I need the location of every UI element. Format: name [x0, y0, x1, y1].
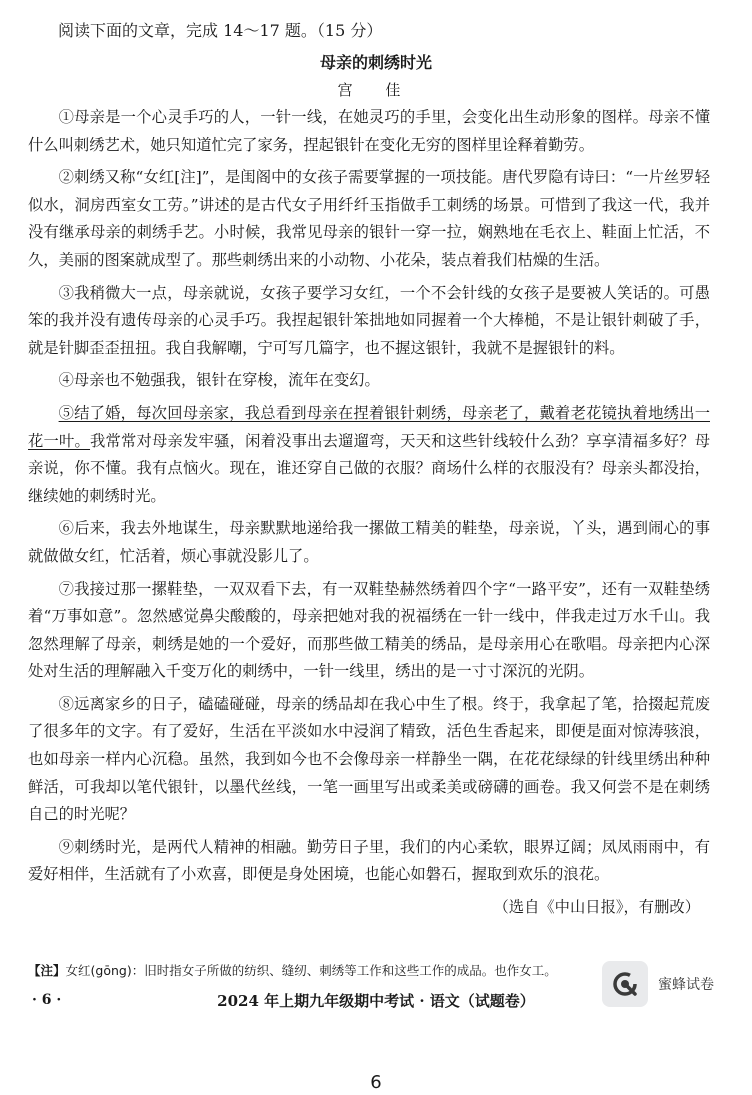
underlined-sentence: ⑤结了婚，每次回母亲家，我总看到母亲在捏着银针刺绣，母亲老了，戴着老花镜执着地绣出一花一叶。	[28, 403, 710, 450]
paragraph-9: ⑨刺绣时光，是两代人精神的相融。勤劳日子里，我们的内心柔软，眼界辽阔；凤凤雨雨中，有爱好相伴，生活就有了小欢喜，即便是身处困境，也能心如磐石，握取到欢乐的浪花。	[28, 837, 710, 884]
article-author: 宫 佳	[337, 81, 415, 99]
paragraph-8: ⑧远离家乡的日子，磕磕碰碰，母亲的绣品却在我心中生了根。终于，我拿起了笔，拾掇起荒废了很多年的文字。有了爱好，生活在平淡如水中浸润了精致，活色生香起来，即便是面对惊涛骇浪，也如母亲一样内心沉稳。虽然，我到如今也不会像母亲一样静坐一隅，在花花绿绿的针线里绣出种种鲜活，可我却以笔代银针，以墨代丝线，一笔一画里写出或柔美或磅礴的画卷。我又何尝不是在刺绣自己的时光呢？	[28, 694, 710, 824]
footer-page-mark: · 6 ·	[32, 992, 62, 1008]
paragraph-6: ⑥后来，我去外地谋生，母亲默默地递给我一摞做工精美的鞋垫，母亲说，丫头，遇到闹心的事就做做女红，忙活着，烦心事就没影儿了。	[28, 519, 710, 565]
article-body	[28, 104, 710, 927]
watermark	[602, 958, 732, 1010]
footnote-label: 【注】	[28, 963, 66, 978]
paragraph-3: ③我稍微大一点，母亲就说，女孩子要学习女红，一个不会针线的女孩子是要被人笑话的。可愚笨的我并没有遗传母亲的心灵手巧。我捏起银针笨拙地如同握着一个大棒槌，不是让银针刺破了手，就是针脚歪歪扭扭。我自我解嘲，宁可写几篇字，也不握这银针，我就不是握银针的料。	[28, 283, 710, 357]
paragraph-1: ①母亲是一个心灵手巧的人，一针一线，在她灵巧的手里，会变化出生动形象的图样。母亲不懂什么叫刺绣艺术，她只知道忙完了家务，捏起银针在变化无穷的图样里诠释着勤劳。	[28, 108, 710, 154]
paragraph-5	[28, 400, 710, 510]
paragraph-4: ④母亲也不勉强我，银针在穿梭，流年在变幻。	[58, 371, 380, 390]
paragraph-7: ⑦我接过那一摞鞋垫，一双双看下去，有一双鞋垫赫然绣着四个字“一路平安”，还有一双鞋垫绣着“万事如意”。忽然感觉鼻尖酸酸的，母亲把她对我的祝福绣在一针一线中，伴我走过万水千山。我忽然理解了母亲，刺绣是她的一个爱好，而那些做工精美的绣品，是母亲用心在歌唱。母亲把内心深处对生活的理解融入千变万化的刺绣中，一针一线里，绣出的是一寸寸深沉的光阴。	[28, 579, 710, 681]
question-instruction: 阅读下面的文章，完成 14～17 题。（15 分）	[58, 21, 383, 40]
footnote-text: 女红(gōng)：旧时指女子所做的纺织、缝纫、刺绣等工作和这些工作的成品。也作女工。	[65, 963, 557, 978]
footnote	[28, 962, 588, 980]
paragraph-2: ②刺绣又称“女红[注]”，是闺阁中的女孩子需要掌握的一项技能。唐代罗隐有诗曰：“一片丝罗轻似水，洞房西室女工劳。”讲述的是古代女子用纤纤玉指做手工刺绣的场景。可惜到了我这一代，我并没有继承母亲的刺绣手艺。小时候，我常见母亲的银针一穿一拉，娴熟地在毛衣上、鞋面上忙活，不久，美丽的图案就成型了。那些刺绣出来的小动物、小花朵，装点着我们枯燥的生活。	[28, 168, 710, 269]
paragraph-5-rest: 我常常对母亲发牢骚，闲着没事出去遛遛弯，天天和这些针线较什么劲？享享清福多好？母亲说，你不懂。我有点恼火。现在，谁还穿自己做的衣服？商场什么样的衣服没有？母亲头都没抬，继续她的刺绣时光。	[28, 431, 710, 505]
footer-exam-title: 2024 年上期九年级期中考试 · 语文（试题卷）	[217, 992, 535, 1010]
watermark-text: 蜜蜂试卷	[658, 977, 714, 993]
page-number: 6	[370, 1072, 382, 1093]
bee-logo-icon	[602, 961, 648, 1007]
article-title: 母亲的刺绣时光	[319, 53, 432, 72]
article-source: （选自《中山日报》，有删改）	[493, 898, 700, 917]
